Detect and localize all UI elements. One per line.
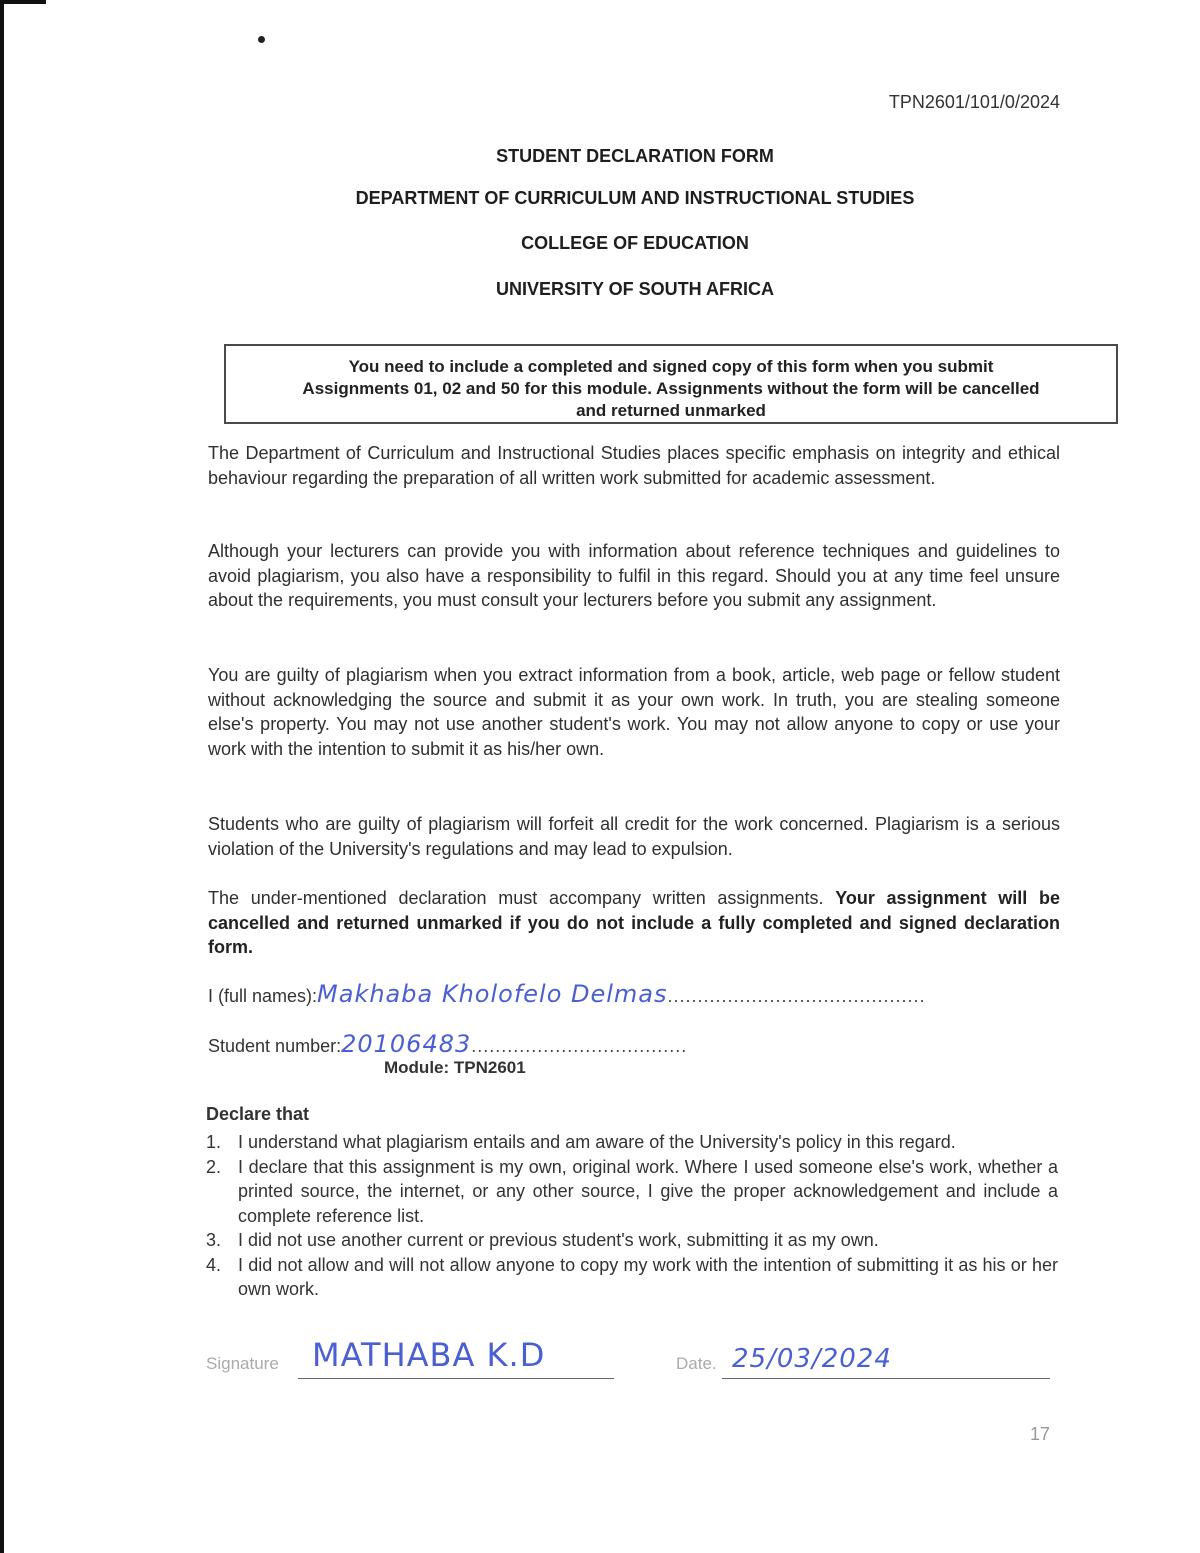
full-names-row: [208, 980, 926, 1008]
submission-notice-box: [224, 344, 1118, 424]
declaration-item-number: 3.: [206, 1230, 222, 1250]
notice-line-1: You need to include a completed and signed copy of this form when you submit: [348, 357, 994, 376]
notice-line-2: Assignments 01, 02 and 50 for this module. Assignments without the form will be cancelled: [302, 379, 1040, 398]
scan-speck: [258, 36, 265, 43]
signature-line: [298, 1378, 614, 1379]
declaration-item-number: 1.: [206, 1132, 222, 1152]
university-name: UNIVERSITY OF SOUTH AFRICA: [495, 279, 774, 299]
page-number: 17: [1030, 1424, 1051, 1444]
paragraph-consequences: Students who are guilty of plagiarism will forfeit all credit for the work concerned. Plagiarism is a serious violation of the University's regulations and may lead to expulsion.: [208, 814, 1060, 859]
scan-top-edge: [0, 0, 46, 4]
department-name: DEPARTMENT OF CURRICULUM AND INSTRUCTIONAL STUDIES: [355, 188, 915, 208]
paragraph-integrity: The Department of Curriculum and Instructional Studies places specific emphasis on integrity and ethical behaviour regarding the preparation of all written work submitted for academic assessment.: [208, 443, 1060, 488]
college-name: COLLEGE OF EDUCATION: [521, 233, 749, 253]
student-number-handwritten-value[interactable]: 20106483: [341, 1030, 472, 1058]
paragraph-plagiarism-definition: You are guilty of plagiarism when you extract information from a book, article, web page or fellow student without acknowledging the source and submit it as your own work. In truth, you are stealing someone else's property. You may not use another student's work. You may not allow anyone to copy or use your work with the intention to submit it as his/her own.: [208, 665, 1060, 759]
signature-label: Signature: [206, 1354, 279, 1373]
declaration-item-text: I understand what plagiarism entails and am aware of the University's policy in this regard.: [238, 1132, 956, 1152]
declaration-item-text: I did not use another current or previous student's work, submitting it as my own.: [238, 1230, 879, 1250]
date-label: Date.: [676, 1354, 717, 1373]
declaration-item: [206, 1130, 1058, 1155]
student-number-label: Student number:: [208, 1036, 342, 1056]
paragraph-declaration-requirement: [208, 886, 1060, 960]
form-title: STUDENT DECLARATION FORM: [496, 146, 774, 166]
declaration-item-text: I did not allow and will not allow anyone to copy my work with the intention of submitting it as his or her own work.: [238, 1254, 1058, 1299]
scan-left-edge: [0, 0, 4, 1553]
declaration-item-text: I declare that this assignment is my own, original work. Where I used someone else's work, whether a printed source, the internet, or any other source, I give the proper acknowledgement and include a complete reference list.: [238, 1156, 1058, 1226]
full-names-dotted-line: ...........................................: [667, 986, 926, 1006]
signature-handwritten[interactable]: MATHABA K.D: [312, 1336, 546, 1374]
student-number-row: [208, 1030, 687, 1058]
date-handwritten[interactable]: 25/03/2024: [732, 1344, 892, 1374]
declaration-item: [206, 1253, 1058, 1302]
declaration-item: [206, 1155, 1058, 1229]
requirement-plain-text: The under-mentioned declaration must accompany written assignments.: [208, 888, 824, 908]
document-code: TPN2601/101/0/2024: [888, 92, 1060, 112]
module-label: Module: TPN2601: [384, 1058, 526, 1077]
full-names-handwritten-value[interactable]: Makhaba Kholofelo Delmas: [317, 980, 668, 1008]
declaration-item-number: 2.: [206, 1156, 222, 1177]
notice-line-3: and returned unmarked: [576, 401, 766, 420]
requirement-bold-text: Your assignment will be cancelled and returned unmarked if you do not include a fully completed and signed declaration form.: [208, 888, 1060, 957]
paragraph-responsibility: Although your lecturers can provide you with information about reference techniques and guidelines to avoid plagiarism, you also have a responsibility to fulfil in this regard. Should you at any time feel unsure about the requirements, you must consult your lecturers before you submit any assignment.: [208, 541, 1060, 610]
date-line: [722, 1378, 1050, 1379]
student-number-dotted-line: ....................................: [471, 1036, 688, 1056]
declaration-item: [206, 1228, 1058, 1253]
declaration-item-number: 4.: [206, 1254, 222, 1275]
declaration-list: [206, 1130, 1058, 1302]
full-names-label: I (full names):: [208, 986, 318, 1006]
declare-that-heading: Declare that: [206, 1104, 310, 1124]
